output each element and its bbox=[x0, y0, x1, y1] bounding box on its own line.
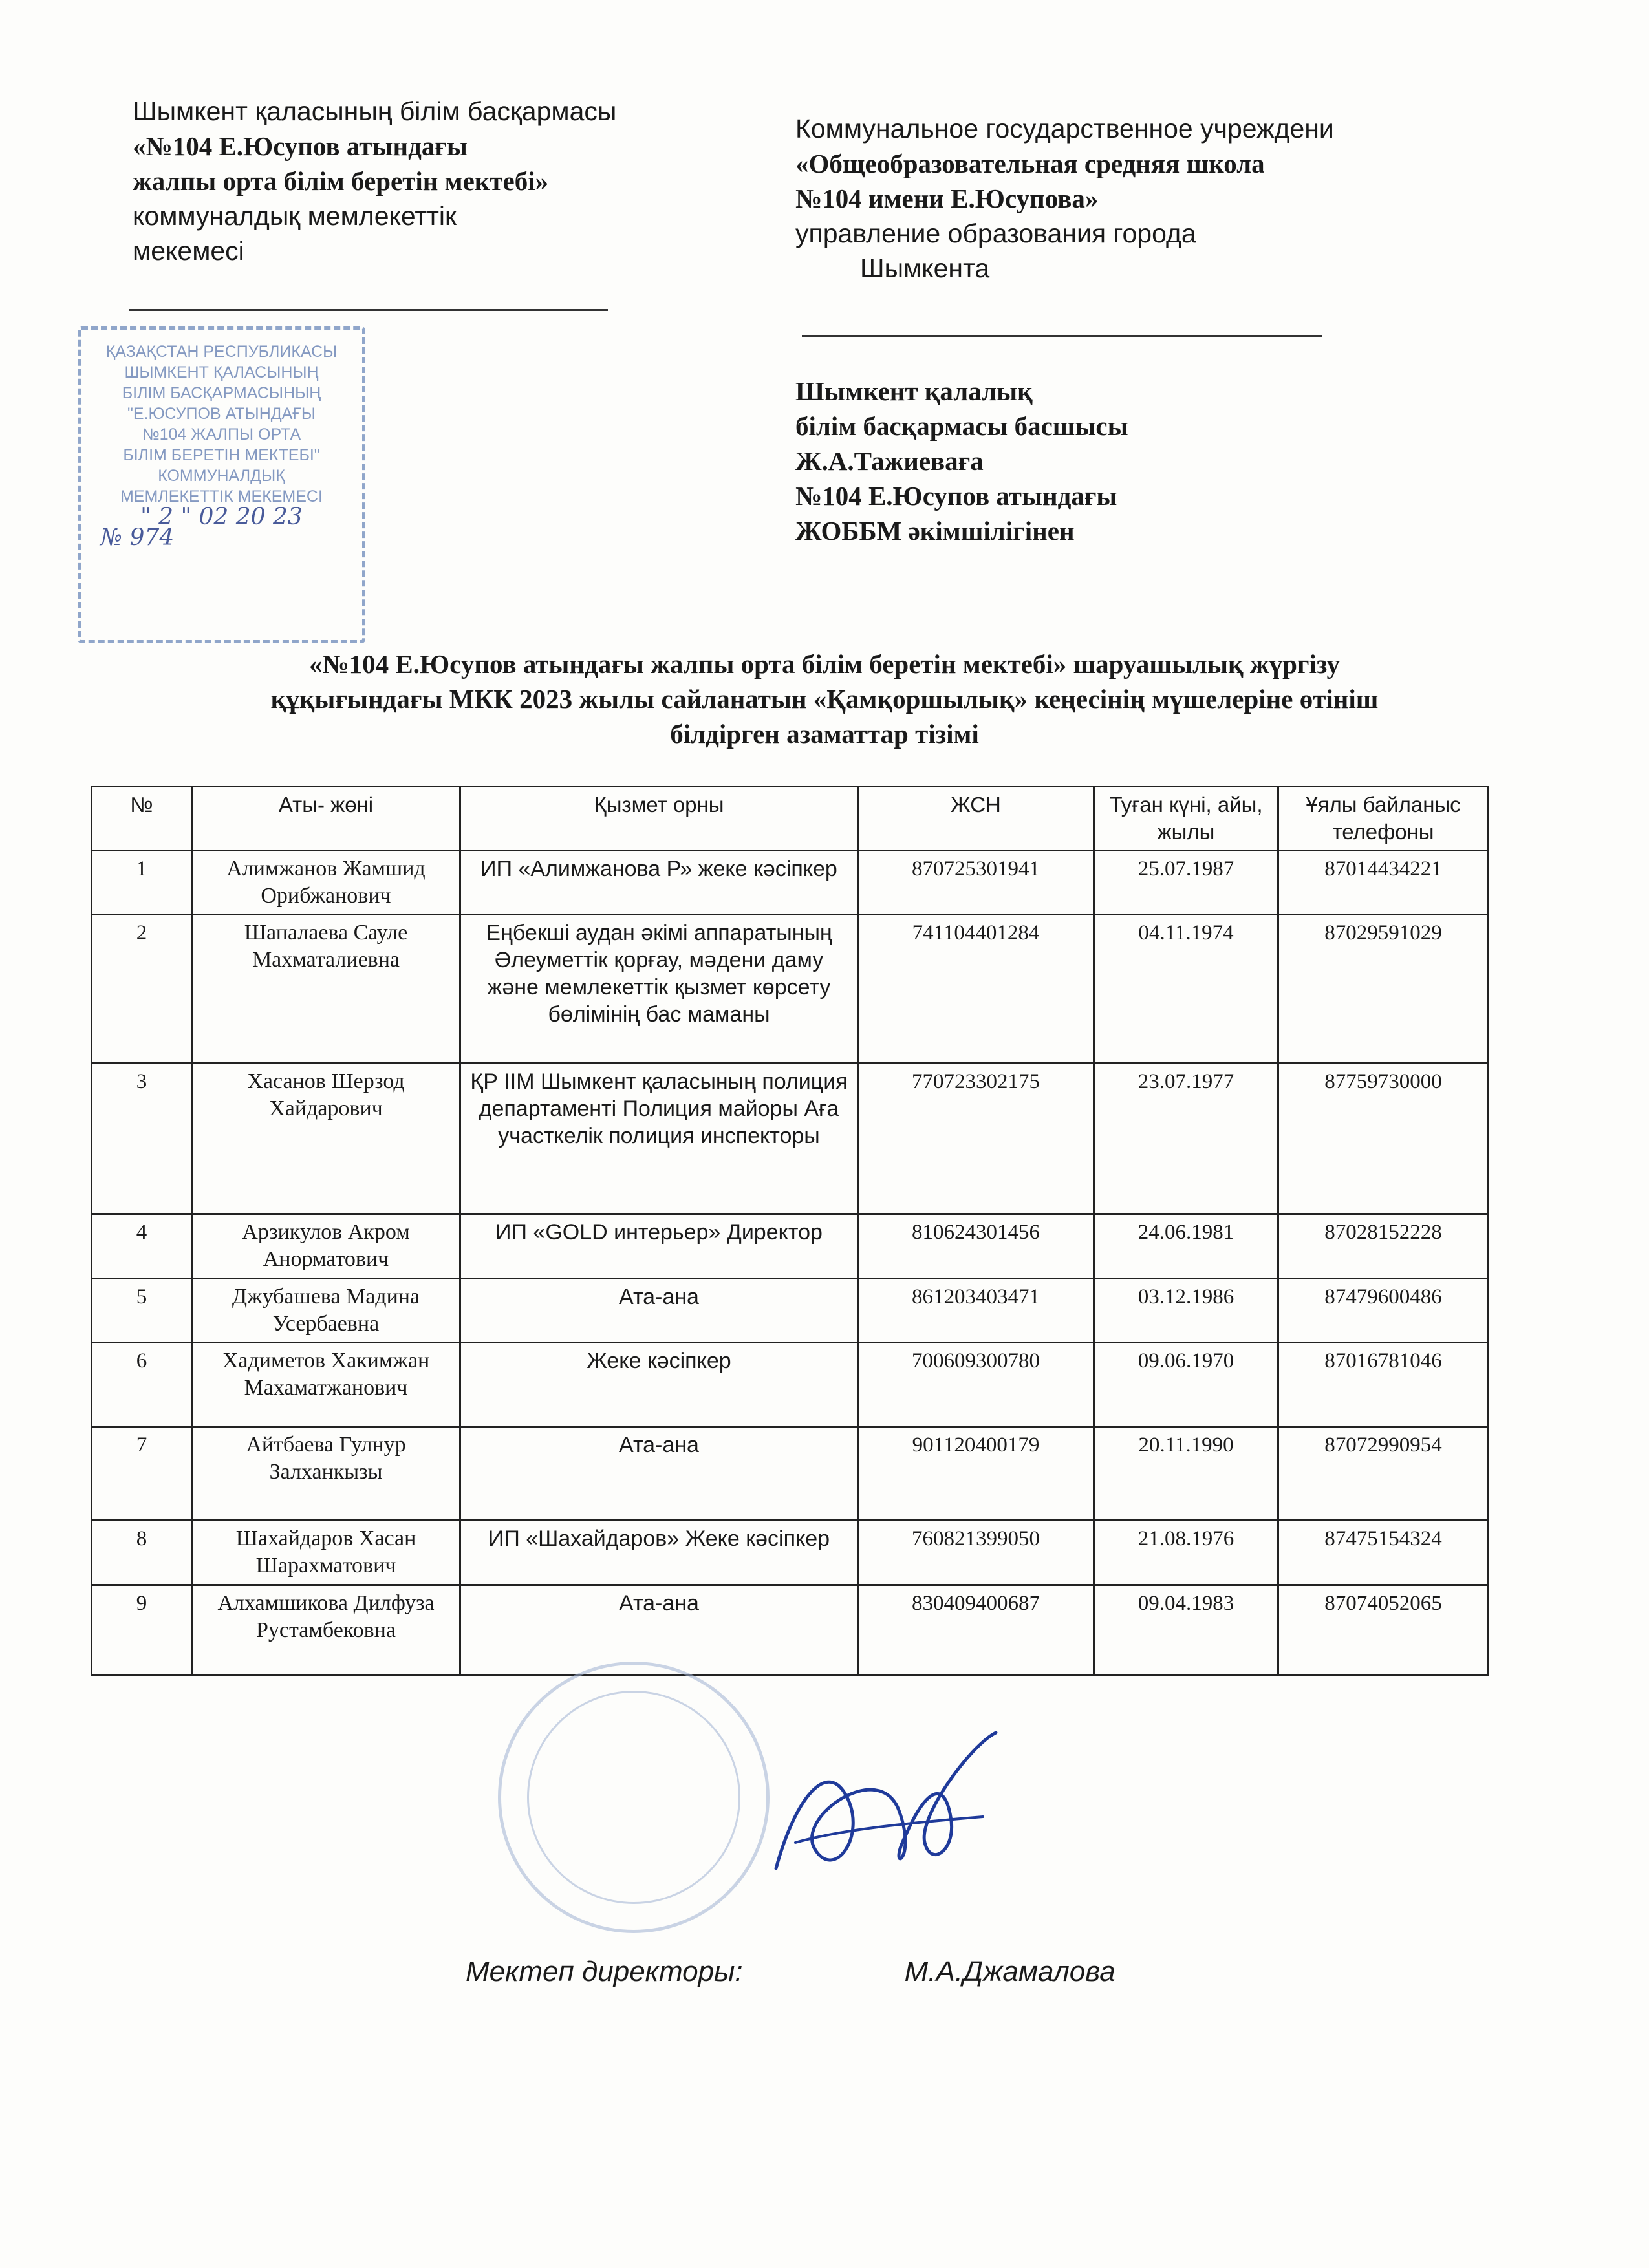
title-line2: құқығындағы МКК 2023 жылы сайланатын «Қамқоршылық» кеңесінің мүшелеріне өтініш bbox=[270, 684, 1379, 714]
registration-stamp bbox=[78, 326, 365, 643]
header-right-line1: Коммунальное государственное учреждени bbox=[795, 114, 1334, 144]
col-header-phone: Ұялы байланыс телефоны bbox=[1278, 787, 1489, 851]
cell-birth: 23.07.1977 bbox=[1094, 1064, 1278, 1214]
cell-no: 3 bbox=[92, 1064, 192, 1214]
cell-iin: 861203403471 bbox=[858, 1279, 1094, 1343]
cell-position: Ата-ана bbox=[460, 1279, 858, 1343]
header-left-line1: Шымкент қаласының білім басқармасы bbox=[133, 96, 617, 126]
stamp-line3: БІЛІМ БАСҚАРМАСЫНЫҢ bbox=[122, 384, 321, 402]
addressee-line1: Шымкент қалалық bbox=[795, 376, 1033, 406]
cell-phone: 87759730000 bbox=[1278, 1064, 1489, 1214]
cell-no: 7 bbox=[92, 1427, 192, 1521]
signature-line bbox=[466, 1956, 1116, 1988]
header-right-line2: «Общеобразовательная средняя школа bbox=[795, 149, 1265, 178]
cell-position: Жеке кәсіпкер bbox=[460, 1343, 858, 1427]
cell-position: ИП «Алимжанова Р» жеке кәсіпкер bbox=[460, 851, 858, 915]
table-row bbox=[92, 915, 1489, 1064]
cell-birth: 04.11.1974 bbox=[1094, 915, 1278, 1064]
signature-label: Мектеп директоры: bbox=[466, 1956, 743, 1987]
header-right-line4: управление образования города bbox=[795, 219, 1196, 248]
cell-birth: 03.12.1986 bbox=[1094, 1279, 1278, 1343]
header-right-line5: Шымкента bbox=[860, 253, 990, 283]
cell-no: 4 bbox=[92, 1214, 192, 1279]
header-right-line3: №104 имени Е.Юсупова» bbox=[795, 184, 1099, 213]
cell-name: Алимжанов Жамшид Орибжанович bbox=[192, 851, 460, 915]
cell-phone: 87014434221 bbox=[1278, 851, 1489, 915]
stamp-date: " 2 " 02 20 23 bbox=[140, 507, 303, 528]
cell-name: Хасанов Шерзод Хайдарович bbox=[192, 1064, 460, 1214]
cell-no: 5 bbox=[92, 1279, 192, 1343]
col-header-birth: Туған күні, айы, жылы bbox=[1094, 787, 1278, 851]
cell-no: 2 bbox=[92, 915, 192, 1064]
stamp-line4: "Е.ЮСУПОВ АТЫНДАҒЫ bbox=[127, 405, 316, 423]
table-row bbox=[92, 1585, 1489, 1676]
col-header-name: Аты- жөні bbox=[192, 787, 460, 851]
signature-name: М.А.Джамалова bbox=[904, 1956, 1116, 1987]
cell-iin: 741104401284 bbox=[858, 915, 1094, 1064]
cell-phone: 87016781046 bbox=[1278, 1343, 1489, 1427]
addressee-line2: білім басқармасы басшысы bbox=[795, 411, 1128, 441]
cell-birth: 20.11.1990 bbox=[1094, 1427, 1278, 1521]
cell-name: Шапалаева Сауле Махматалиевна bbox=[192, 915, 460, 1064]
table-row bbox=[92, 1521, 1489, 1585]
addressee-line3: Ж.А.Тажиеваға bbox=[795, 446, 984, 476]
cell-name: Арзикулов Акром Анорматович bbox=[192, 1214, 460, 1279]
header-right bbox=[795, 111, 1334, 286]
cell-position: ИП «Шахайдаров» Жеке кәсіпкер bbox=[460, 1521, 858, 1585]
round-seal bbox=[498, 1662, 770, 1933]
cell-position: Ата-ана bbox=[460, 1585, 858, 1676]
title-line3: білдірген азаматтар тізімі bbox=[670, 719, 979, 749]
cell-name: Джубашева Мадина Усербаевна bbox=[192, 1279, 460, 1343]
cell-phone: 87028152228 bbox=[1278, 1214, 1489, 1279]
cell-name: Алхамшикова Дилфуза Рустамбековна bbox=[192, 1585, 460, 1676]
cell-iin: 810624301456 bbox=[858, 1214, 1094, 1279]
addressee bbox=[795, 374, 1128, 548]
stamp-line1: ҚАЗАҚСТАН РЕСПУБЛИКАСЫ bbox=[105, 343, 338, 361]
stamp-line7: КОММУНАЛДЫҚ bbox=[158, 467, 285, 485]
table-row bbox=[92, 1214, 1489, 1279]
cell-iin: 700609300780 bbox=[858, 1343, 1094, 1427]
table-row bbox=[92, 1343, 1489, 1427]
col-header-position: Қызмет орны bbox=[460, 787, 858, 851]
cell-position: Еңбекші аудан әкімі аппаратының Әлеуметтік қорғау, мәдени даму және мемлекеттік қызмет көрсету бөлімінің бас маманы bbox=[460, 915, 858, 1064]
cell-position: ҚР ІІМ Шымкент қаласының полиция департаменті Полиция майоры Аға участкелік полиция инспекторы bbox=[460, 1064, 858, 1214]
table-body bbox=[92, 851, 1489, 1676]
stamp-line2: ШЫМКЕНТ ҚАЛАСЫНЫҢ bbox=[124, 363, 319, 381]
cell-no: 8 bbox=[92, 1521, 192, 1585]
header-left-line3: жалпы орта білім беретін мектебі» bbox=[133, 166, 549, 196]
cell-birth: 24.06.1981 bbox=[1094, 1214, 1278, 1279]
cell-no: 6 bbox=[92, 1343, 192, 1427]
cell-birth: 21.08.1976 bbox=[1094, 1521, 1278, 1585]
table-row bbox=[92, 1064, 1489, 1214]
cell-phone: 87475154324 bbox=[1278, 1521, 1489, 1585]
cell-position: ИП «GOLD интерьер» Директор bbox=[460, 1214, 858, 1279]
title-line1: «№104 Е.Юсупов атындағы жалпы орта білім беретін мектебі» шаруашылық жүргізу bbox=[308, 649, 1341, 679]
cell-name: Айтбаева Гулнур Залханкызы bbox=[192, 1427, 460, 1521]
header-left-line5: мекемесі bbox=[133, 236, 244, 266]
cell-birth: 09.04.1983 bbox=[1094, 1585, 1278, 1676]
cell-phone: 87074052065 bbox=[1278, 1585, 1489, 1676]
cell-no: 9 bbox=[92, 1585, 192, 1676]
stamp-line8: МЕМЛЕКЕТТІК МЕКЕМЕСІ bbox=[120, 487, 323, 506]
document-title bbox=[91, 647, 1558, 751]
cell-birth: 09.06.1970 bbox=[1094, 1343, 1278, 1427]
addressee-line4: №104 Е.Юсупов атындағы bbox=[795, 481, 1117, 511]
header-left bbox=[133, 94, 616, 268]
cell-iin: 830409400687 bbox=[858, 1585, 1094, 1676]
cell-position: Ата-ана bbox=[460, 1427, 858, 1521]
handwritten-signature bbox=[737, 1720, 1009, 1901]
header-left-rule bbox=[129, 309, 608, 311]
cell-iin: 770723302175 bbox=[858, 1064, 1094, 1214]
stamp-line5: №104 ЖАЛПЫ ОРТА bbox=[142, 425, 301, 444]
table-row bbox=[92, 1427, 1489, 1521]
header-left-line4: коммуналдық мемлекеттік bbox=[133, 201, 457, 231]
applicants-table bbox=[91, 786, 1489, 1676]
cell-phone: 87479600486 bbox=[1278, 1279, 1489, 1343]
cell-iin: 901120400179 bbox=[858, 1427, 1094, 1521]
cell-iin: 760821399050 bbox=[858, 1521, 1094, 1585]
col-header-no: № bbox=[92, 787, 192, 851]
table-row bbox=[92, 1279, 1489, 1343]
col-header-iin: ЖСН bbox=[858, 787, 1094, 851]
header-left-line2: «№104 Е.Юсупов атындағы bbox=[133, 131, 468, 161]
stamp-number: № 974 bbox=[100, 528, 175, 548]
cell-iin: 870725301941 bbox=[858, 851, 1094, 915]
header-right-rule bbox=[802, 335, 1322, 337]
table-row bbox=[92, 851, 1489, 915]
cell-no: 1 bbox=[92, 851, 192, 915]
addressee-line5: ЖОББМ әкімшілігінен bbox=[795, 516, 1075, 546]
cell-name: Шахайдаров Хасан Шарахматович bbox=[192, 1521, 460, 1585]
cell-phone: 87072990954 bbox=[1278, 1427, 1489, 1521]
cell-phone: 87029591029 bbox=[1278, 915, 1489, 1064]
stamp-line6: БІЛІМ БЕРЕТІН МЕКТЕБІ" bbox=[123, 446, 320, 464]
cell-name: Хадиметов Хакимжан Махаматжанович bbox=[192, 1343, 460, 1427]
table-header-row bbox=[92, 787, 1489, 851]
cell-birth: 25.07.1987 bbox=[1094, 851, 1278, 915]
